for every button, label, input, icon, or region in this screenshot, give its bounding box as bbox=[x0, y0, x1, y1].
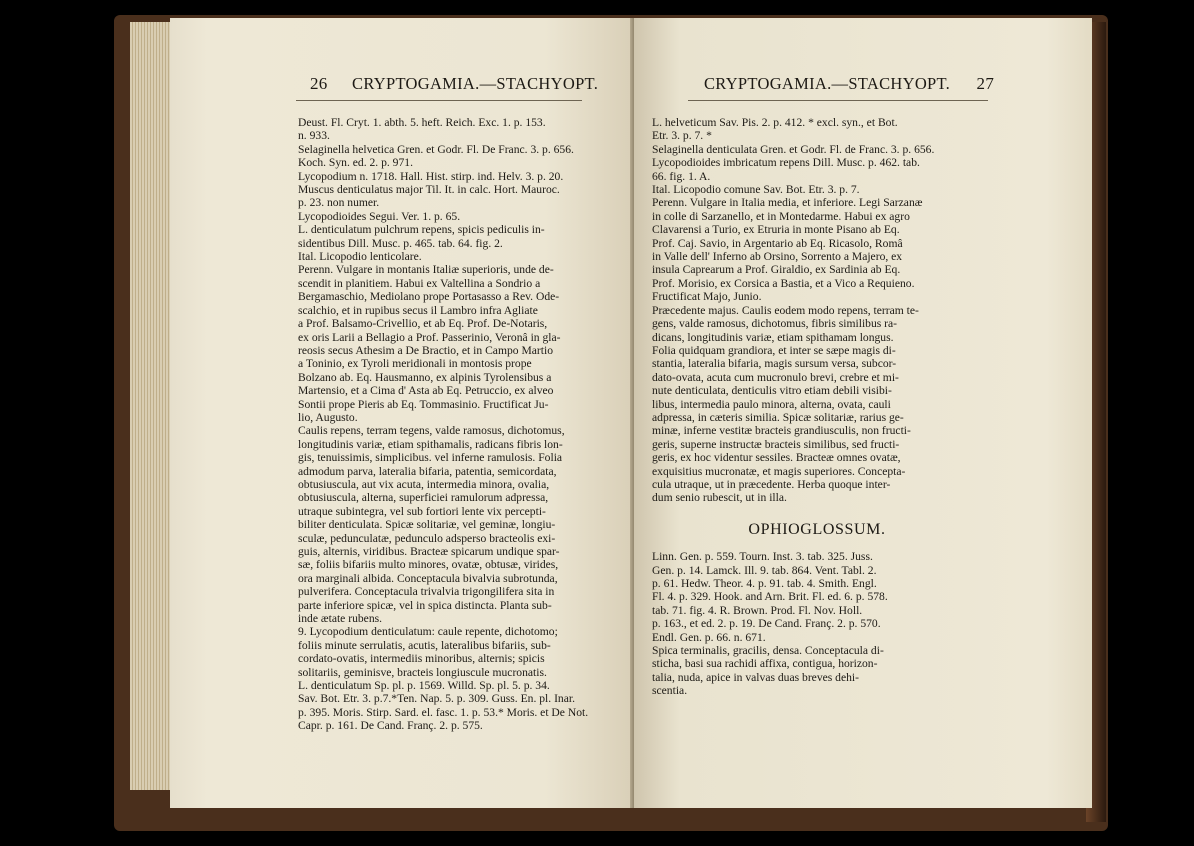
right-page-number: 27 bbox=[976, 74, 995, 93]
text-line: Præcedente majus. Caulis eodem modo repens, terram te- bbox=[652, 303, 919, 317]
text-line: longitudinis variæ, etiam spithamalis, radicans fibris lon- bbox=[298, 437, 563, 451]
text-line: Sav. Bot. Etr. 3. p.7.*Ten. Nap. 5. p. 309. Guss. En. pl. Inar. bbox=[298, 692, 575, 706]
text-line: Lycopodioides Segui. Ver. 1. p. 65. bbox=[298, 209, 461, 223]
right-page bbox=[634, 18, 1092, 808]
left-page bbox=[170, 18, 638, 808]
text-line: scalchio, et in rupibus secus il Lambro infra Agliate bbox=[298, 303, 538, 317]
text-line: admodum parva, lateralia bifaria, patentia, semicordata, bbox=[298, 464, 557, 478]
text-line: Spica terminalis, gracilis, densa. Conceptacula di- bbox=[652, 644, 884, 658]
text-line: adpressa, in cæteris similia. Spicæ solitariæ, rarius ge- bbox=[652, 410, 904, 424]
left-page-number: 26 bbox=[310, 74, 328, 93]
text-line: Lycopodioides imbricatum repens Dill. Musc. p. 462. tab. bbox=[652, 156, 920, 170]
text-line: dato-ovata, acuta cum mucronulo brevi, crebre et mi- bbox=[652, 370, 899, 384]
text-line: cula utraque, ut in præcedente. Herba quoque inter- bbox=[652, 477, 891, 491]
text-line: 9. Lycopodium denticulatum: caule repente, dichotomo; bbox=[298, 625, 558, 639]
text-line: scendit in planitiem. Habui ex Valtellina a Sondrio a bbox=[298, 276, 541, 290]
text-line: Selaginella denticulata Gren. et Godr. Fl. de Franc. 3. p. 656. bbox=[652, 142, 935, 156]
text-line: utraque subintegra, vel sub fortiori lente vix percepti- bbox=[298, 504, 546, 518]
text-line: stantia, lateralia bifaria, magis sursum versa, subcor- bbox=[652, 357, 897, 371]
text-line: dum senio rubescit, ut in illa. bbox=[652, 491, 787, 505]
text-line: ora marginali albida. Conceptacula bivalvia subrotunda, bbox=[298, 571, 558, 585]
text-line: obtusiuscula, alterna, superficiei ramulorum adpressa, bbox=[298, 491, 549, 505]
right-text-block-2 bbox=[652, 550, 982, 697]
text-line: 66. fig. 1. A. bbox=[652, 169, 711, 183]
right-text-block-1 bbox=[652, 116, 982, 505]
text-line: a Prof. Balsamo-Crivellio, et ab Eq. Prof. De-Notaris, bbox=[298, 317, 548, 331]
right-page-text bbox=[652, 116, 982, 698]
left-running-head: CRYPTOGAMIA.—STACHYOPT. bbox=[352, 74, 599, 93]
left-page-header bbox=[310, 74, 598, 94]
text-line: Ital. Licopodio lenticolare. bbox=[298, 250, 422, 264]
text-line: solitariis, geminisve, bracteis longiuscule mucronatis. bbox=[298, 665, 547, 679]
text-line: Martensio, et a Cima d' Asta ab Eq. Petruccio, ex alveo bbox=[298, 384, 554, 398]
text-line: sidentibus Dill. Musc. p. 465. tab. 64. fig. 2. bbox=[298, 236, 503, 250]
text-line: n. 933. bbox=[298, 129, 330, 143]
text-line: geris, superne instructæ bracteis similibus, sed fructi- bbox=[652, 437, 900, 451]
text-line: Bolzano ab. Eq. Hausmanno, ex alpinis Tyrolensibus a bbox=[298, 370, 552, 384]
text-line: Perenn. Vulgare in montanis Italiæ superioris, unde de- bbox=[298, 263, 554, 277]
text-line: Fl. 4. p. 329. Hook. and Arn. Brit. Fl. ed. 6. p. 578. bbox=[652, 590, 888, 604]
text-line: Sontii prope Pieris ab Eq. Tommasinio. Fructificat Ju- bbox=[298, 397, 549, 411]
text-line: obtusiuscula, aut vix acuta, intermedia minora, ovalia, bbox=[298, 477, 550, 491]
text-line: Deust. Fl. Cryt. 1. abth. 5. heft. Reich. Exc. 1. p. 153. bbox=[298, 116, 546, 129]
text-line: biliter denticulata. Spicæ solitariæ, vel geminæ, longiu- bbox=[298, 518, 556, 532]
text-line: libus, intermedia paulo minora, alterna, ovata, cauli bbox=[652, 397, 891, 411]
text-line: insula Caprearum a Prof. Giraldio, ex Sardinia ab Eq. bbox=[652, 263, 901, 277]
text-line: nute denticulata, denticulis vitro etiam debili visibi- bbox=[652, 384, 892, 398]
text-line: gens, valde ramosus, dichotomus, fibris similibus ra- bbox=[652, 317, 898, 331]
text-line: Bergamaschio, Mediolano prope Portasasso a Rev. Ode- bbox=[298, 290, 560, 304]
text-line: inde ætate rubens. bbox=[298, 612, 383, 626]
right-running-head: CRYPTOGAMIA.—STACHYOPT. bbox=[704, 74, 951, 93]
text-line: geris, ex hoc videntur sessiles. Bracteæ omnes ovatæ, bbox=[652, 451, 901, 465]
text-line: minæ, inferne vestitæ bracteis grandiusculis, non fructi- bbox=[652, 424, 911, 438]
text-line: Koch. Syn. ed. 2. p. 971. bbox=[298, 156, 413, 170]
text-line: tab. 71. fig. 4. R. Brown. Prod. Fl. Nov. Holl. bbox=[652, 603, 863, 617]
text-line: in Valle dell' Inferno ab Orsino, Sorrento a Majero, ex bbox=[652, 250, 903, 264]
text-line: Selaginella helvetica Gren. et Godr. Fl. De Franc. 3. p. 656. bbox=[298, 142, 574, 156]
text-line: pulverifera. Conceptacula trivalvia trigongilifera sita in bbox=[298, 585, 555, 599]
text-line: p. 23. non numer. bbox=[298, 196, 380, 210]
text-line: Endl. Gen. p. 66. n. 671. bbox=[652, 630, 766, 644]
text-line: a Toninio, ex Tyroli meridionali in montosis prope bbox=[298, 357, 532, 371]
text-line: L. denticulatum Sp. pl. p. 1569. Willd. Sp. pl. 5. p. 34. bbox=[298, 679, 550, 693]
text-line: p. 61. Hedw. Theor. 4. p. 91. tab. 4. Smith. Engl. bbox=[652, 577, 877, 590]
text-line: Prof. Morisio, ex Corsica a Bastia, et a Vico a Requieno. bbox=[652, 276, 915, 290]
text-line: gis, tenuissimis, simplicibus. vel inferne ramulosis. Folia bbox=[298, 451, 563, 465]
section-heading: OPHIOGLOSSUM. bbox=[748, 520, 886, 538]
text-line: Capr. p. 161. De Cand. Franç. 2. p. 575. bbox=[298, 719, 483, 733]
text-line: Gen. p. 14. Lamck. Ill. 9. tab. 864. Vent. Tabl. 2. bbox=[652, 563, 877, 577]
text-line: L. denticulatum pulchrum repens, spicis pediculis in- bbox=[298, 223, 545, 237]
text-line: in colle di Sarzanello, et in Montedarme. Habui ex agro bbox=[652, 209, 910, 223]
text-line: Perenn. Vulgare in Italia media, et inferiore. Legi Sarzanæ bbox=[652, 196, 923, 210]
left-header-rule bbox=[296, 100, 582, 101]
text-line: sculæ, pedunculatæ, pedunculo adsperso bracteolis exi- bbox=[298, 531, 556, 545]
text-line: Linn. Gen. p. 559. Tourn. Inst. 3. tab. 325. Juss. bbox=[652, 550, 873, 564]
text-line: dicans, longitudinis variæ, etiam spithamam longus. bbox=[652, 330, 894, 344]
text-line: Fructificat Majo, Junio. bbox=[652, 290, 762, 304]
text-line: cordato-ovatis, intermediis minoribus, alternis; spicis bbox=[298, 652, 545, 666]
text-line: Folia quidquam grandiora, et inter se sæpe magis di- bbox=[652, 343, 896, 357]
text-line: ex oris Larii a Bellagio a Prof. Passerinio, Veronâ in gla- bbox=[298, 330, 561, 344]
text-line: scentia. bbox=[652, 684, 688, 698]
text-line: reosis secus Athesim a De Bractio, et in Campo Martio bbox=[298, 343, 554, 357]
text-line: foliis minute serrulatis, acutis, lateralibus bifariis, sub- bbox=[298, 638, 551, 652]
text-line: lio, Augusto. bbox=[298, 410, 358, 424]
text-line: p. 163., et ed. 2. p. 19. De Cand. Franç. 2. p. 570. bbox=[652, 617, 881, 631]
right-page-header bbox=[704, 74, 994, 94]
text-line: talia, nuda, apice in valvas duas breves dehi- bbox=[652, 670, 860, 684]
text-line: Lycopodium n. 1718. Hall. Hist. stirp. ind. Helv. 3. p. 20. bbox=[298, 169, 564, 183]
right-header-rule bbox=[688, 100, 988, 101]
text-line: L. helveticum Sav. Pis. 2. p. 412. * excl. syn., et Bot. bbox=[652, 116, 898, 129]
left-page-text bbox=[298, 116, 598, 733]
text-line: Prof. Caj. Savio, in Argentario ab Eq. Ricasolo, Româ bbox=[652, 236, 903, 250]
text-line: p. 395. Moris. Stirp. Sard. el. fasc. 1. p. 53.* Moris. et De Not. bbox=[298, 705, 589, 719]
text-line: guis, alternis, viridibus. Bracteæ spicarum undique spar- bbox=[298, 545, 560, 558]
text-line: Muscus denticulatus major Til. It. in calc. Hort. Mauroc. bbox=[298, 183, 560, 197]
text-line: sticha, basi sua rachidi affixa, contigua, horizon- bbox=[652, 657, 878, 671]
text-line: sæ, foliis bifariis multo minores, ovatæ, obtusæ, virides, bbox=[298, 558, 559, 572]
text-line: Ital. Licopodio comune Sav. Bot. Etr. 3. p. 7. bbox=[652, 183, 860, 197]
text-line: Etr. 3. p. 7. * bbox=[652, 129, 712, 143]
text-line: parte inferiore spicæ, vel in spica distincta. Planta sub- bbox=[298, 598, 552, 612]
text-line: Caulis repens, terram tegens, valde ramosus, dichotomus, bbox=[298, 424, 565, 438]
text-line: exquisitius mucronatæ, et magis superiores. Concepta- bbox=[652, 464, 906, 478]
text-line: Clavarensi a Turio, ex Etruria in monte Pisano ab Eq. bbox=[652, 223, 900, 237]
